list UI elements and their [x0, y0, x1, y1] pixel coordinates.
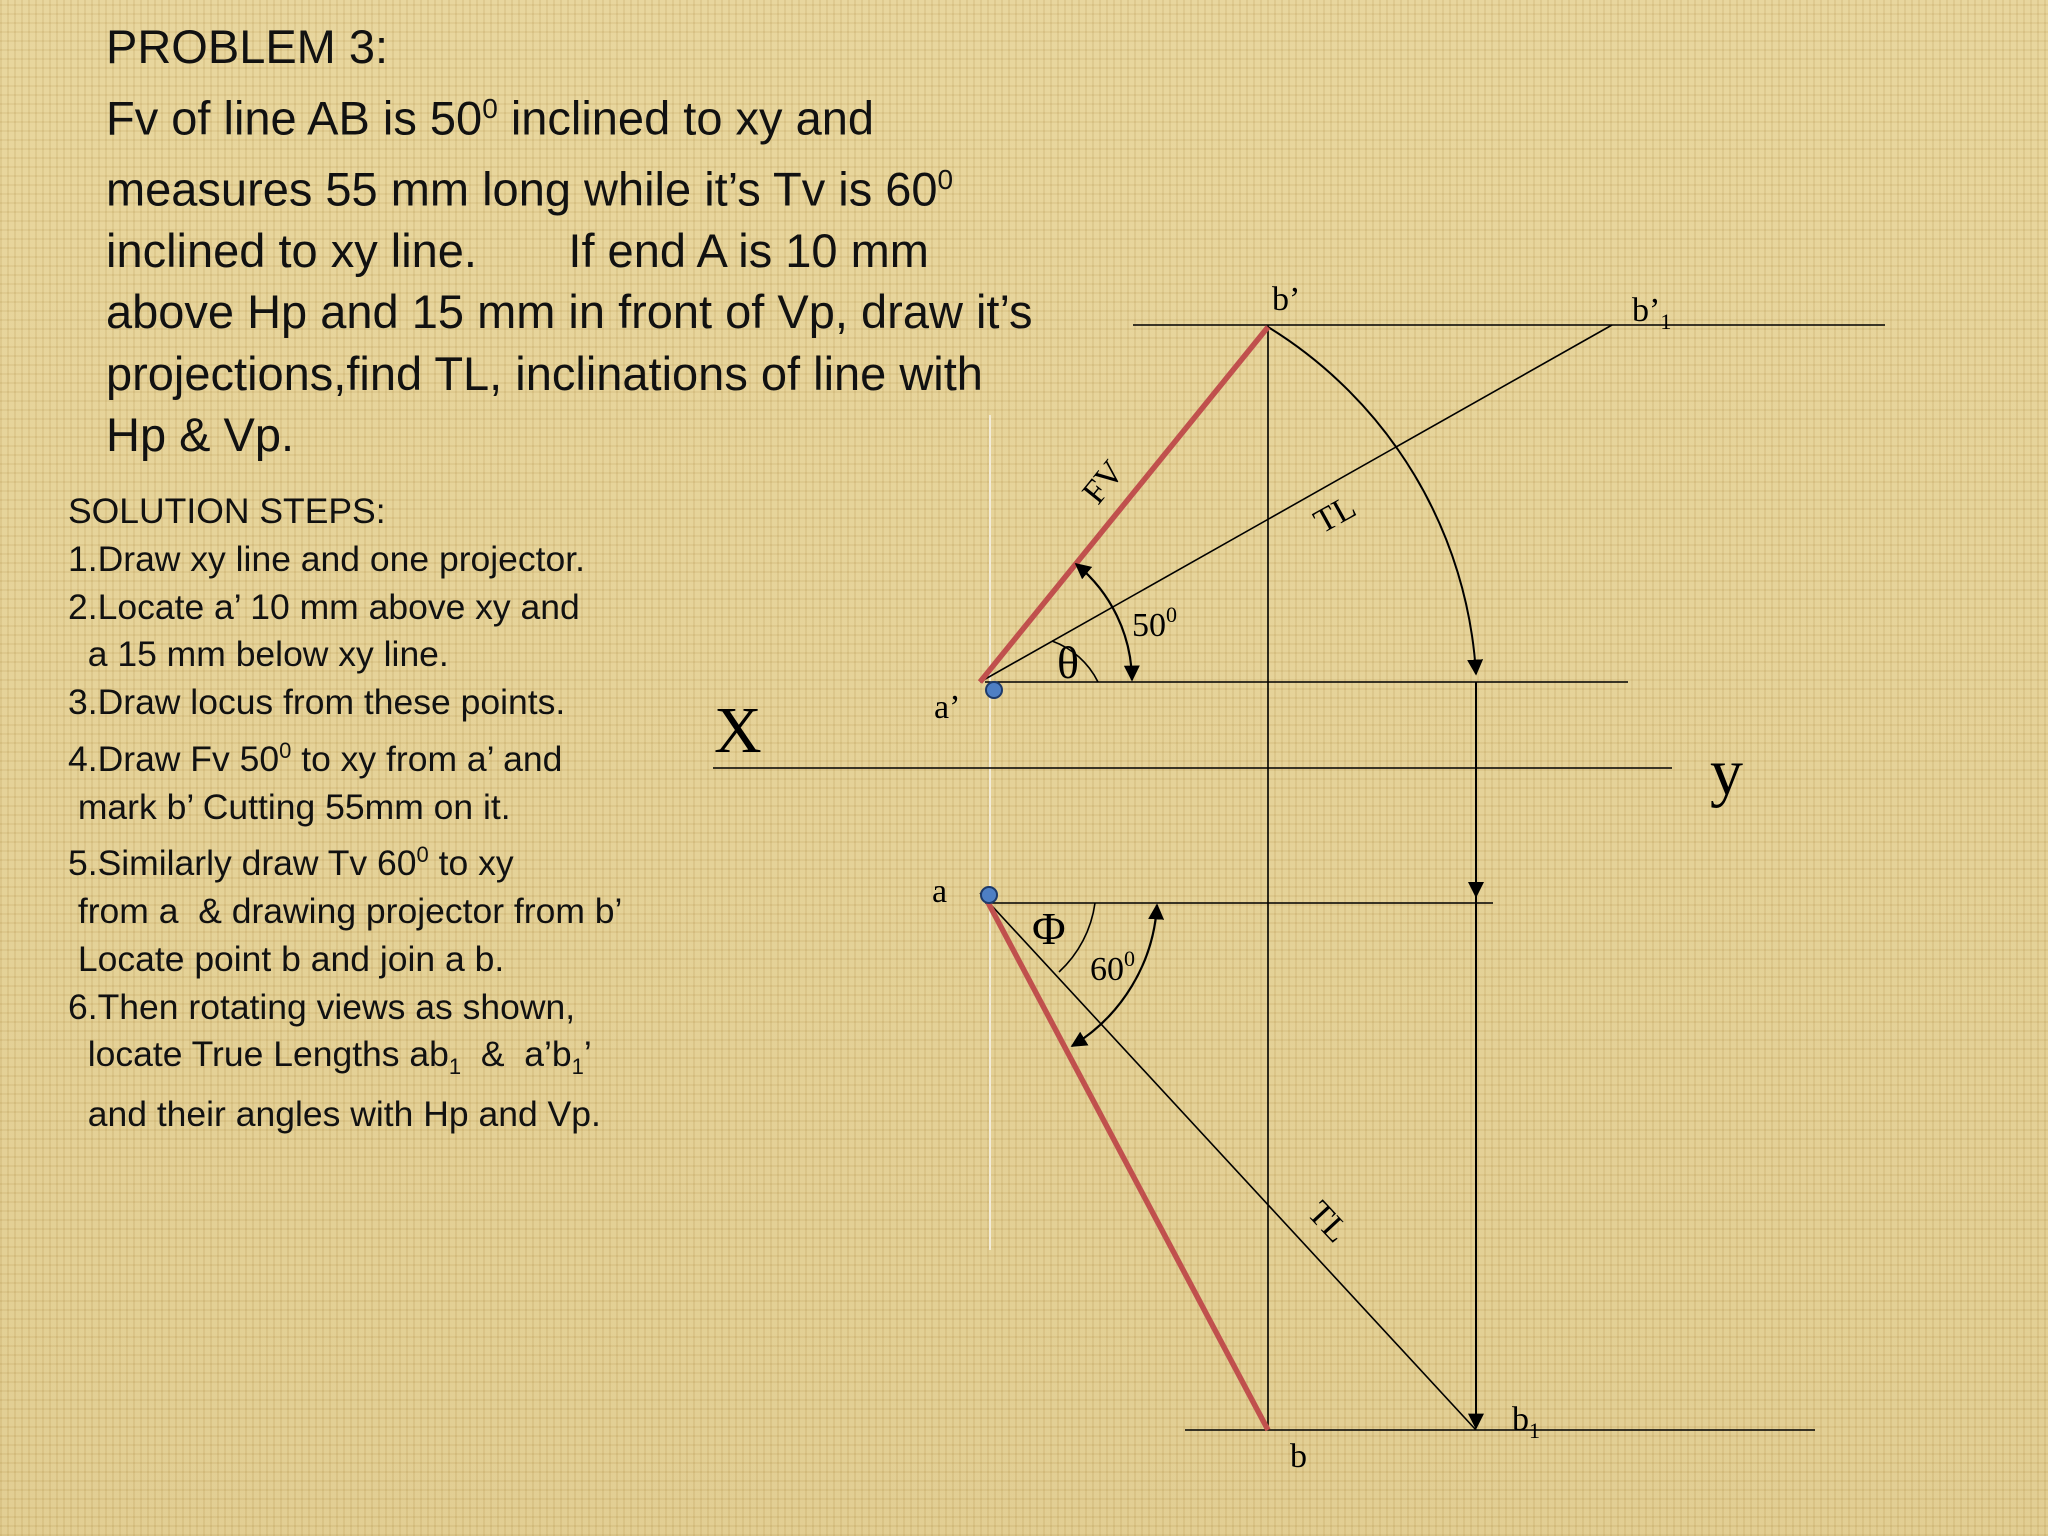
step-6b-mid: & a’b — [461, 1034, 572, 1075]
label-a: a — [932, 873, 948, 910]
problem-line-3: inclined to xy line. If end A is 10 mm — [106, 223, 929, 277]
step-6b-sub-2: 1 — [571, 1054, 584, 1080]
problem-line-1-rest: inclined to xy and — [497, 91, 874, 145]
step-5a-text: 5.Similarly draw Tv 60 — [68, 843, 417, 884]
point-a-prime — [986, 682, 1002, 698]
step-2a: 2.Locate a’ 10 mm above xy and — [68, 586, 580, 627]
problem-line-4: above Hp and 15 mm in front of Vp, draw it’s — [106, 285, 1033, 339]
label-fv: FV — [1075, 453, 1132, 512]
step-2b: a 15 mm below xy line. — [68, 634, 449, 675]
problem-line-2-text: measures 55 mm long while it’s Tv is 60 — [106, 162, 938, 216]
steps-heading: SOLUTION STEPS: — [68, 491, 386, 531]
step-5b: from a & drawing projector from b’ — [68, 891, 623, 932]
step-5c: Locate point b and join a b. — [68, 938, 505, 979]
front-view-line — [980, 327, 1268, 682]
point-a — [981, 887, 997, 903]
label-b-prime: b’ — [1272, 281, 1301, 318]
step-6b-end: ’ — [583, 1034, 592, 1075]
problem-line-1-text: Fv of line AB is 50 — [106, 91, 483, 145]
problem-heading: PROBLEM 3: — [106, 20, 389, 73]
true-length-line-top — [980, 325, 1612, 682]
label-tl-bottom: TL — [1300, 1194, 1356, 1250]
label-b1-sub: 1 — [1529, 1418, 1540, 1443]
step-6b-sub-1: 1 — [448, 1054, 462, 1080]
label-angle-fv-value: 50 — [1132, 607, 1166, 644]
label-b1-prime-sub: 1 — [1660, 309, 1672, 334]
label-theta: θ — [1057, 637, 1080, 688]
step-6a: 6.Then rotating views as shown, — [68, 986, 576, 1027]
step-5a-rest: to xy — [428, 843, 514, 884]
label-angle-fv — [1132, 602, 1177, 644]
label-angle-tv — [1090, 946, 1135, 988]
problem-line-1-sup: 0 — [482, 92, 498, 124]
label-y: y — [1710, 736, 1743, 809]
problem-line-2-sup: 0 — [937, 163, 954, 195]
step-1: 1.Draw xy line and one projector. — [68, 538, 586, 579]
problem-line-6: Hp & Vp. — [106, 408, 295, 462]
step-3: 3.Draw locus from these points. — [68, 682, 566, 723]
label-b1-prime — [1632, 292, 1671, 334]
step-6b-text: locate True Lengths ab — [68, 1034, 449, 1075]
label-b1-prime-base: b’ — [1632, 292, 1661, 329]
step-4b: mark b’ Cutting 55mm on it. — [68, 786, 511, 827]
label-tl-top: TL — [1307, 488, 1363, 541]
label-a-prime: a’ — [934, 689, 961, 726]
label-phi: Φ — [1032, 903, 1066, 954]
step-4a-rest: to xy from a’ and — [291, 738, 563, 779]
label-x: X — [714, 694, 762, 767]
projector-b1-arrow-mid — [1468, 882, 1484, 898]
label-angle-tv-sup: 0 — [1124, 946, 1135, 971]
top-view-line — [983, 893, 1268, 1430]
label-angle-tv-value: 60 — [1090, 951, 1124, 988]
label-angle-fv-sup: 0 — [1166, 602, 1177, 627]
rotation-arc — [1268, 327, 1476, 674]
step-6c: and their angles with Hp and Vp. — [68, 1094, 601, 1135]
problem-line-5: projections,find TL, inclinations of line with — [106, 346, 983, 400]
label-b: b — [1290, 1438, 1307, 1475]
label-b1-base: b — [1512, 1401, 1529, 1438]
label-b1 — [1512, 1401, 1540, 1443]
step-4a-text: 4.Draw Fv 50 — [68, 738, 280, 779]
step-5a-sup: 0 — [416, 842, 429, 868]
step-4a-sup: 0 — [279, 737, 292, 763]
